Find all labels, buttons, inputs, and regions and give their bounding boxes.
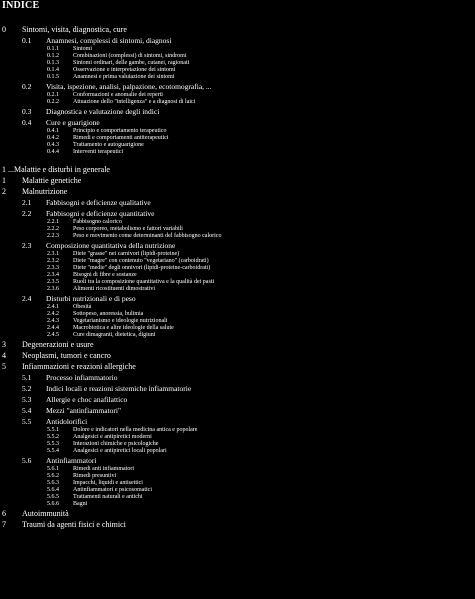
toc-number: 2.3	[22, 241, 32, 250]
toc-label: Peso e movimento come determinanti del fabbisogno calorico	[73, 233, 222, 239]
toc-number: 0.4.4	[47, 149, 59, 155]
toc-label: Alimenti ricostituenti dimostrativi	[73, 286, 155, 292]
toc-label: Analgesici e antipiretici locali popolari	[73, 448, 167, 454]
toc-subsection	[22, 384, 191, 393]
toc-label: Degenerazioni e usure	[22, 340, 94, 349]
toc-subsection	[22, 82, 212, 91]
toc-label: Impacchi, liquidi e antisettici	[73, 480, 143, 486]
toc-label: Traumi da agenti fisici e chimici	[22, 520, 126, 529]
toc-label: Disturbi nutrizionali e di peso	[46, 294, 136, 303]
toc-section	[2, 187, 67, 196]
toc-subsection	[22, 209, 155, 218]
toc-subsection	[22, 294, 136, 303]
toc-label: Cure dimagranti, dietetica, digiuni	[73, 332, 156, 338]
toc-label: Diagnostica e valutazione degli indici	[46, 107, 160, 116]
toc-section	[2, 362, 136, 371]
toc-label: Macrobiotica e altre ideologie della salute	[73, 325, 174, 331]
toc-label: Diete "medie" degli onnivori (lipidi-proteine-carboidrati)	[73, 265, 211, 271]
toc-subsection	[22, 118, 100, 127]
toc-entry	[47, 148, 123, 157]
toc-number: 5.5.3	[47, 441, 59, 447]
toc-label: Sottopeso, anoressia, bulimia	[73, 311, 144, 317]
toc-label: Trattamento e autoguarigione	[73, 142, 144, 148]
toc-label: Fabbisogni e deficienze quantitative	[46, 209, 155, 218]
toc-label: Sintomi ordinari, delle gambe, cutanei, ragionati	[73, 60, 190, 66]
toc-number: 2.2.1	[47, 219, 59, 225]
toc-subsection	[22, 373, 117, 382]
toc-number: 5.6.6	[47, 501, 59, 507]
toc-number: 2.4.3	[47, 318, 59, 324]
toc-label: Autoimmunità	[22, 509, 69, 518]
toc-label: Fabbisogni e deficienze qualitative	[46, 198, 151, 207]
toc-number: 0.4.3	[47, 142, 59, 148]
toc-label: Anamnesi e prima valutazione dei sintomi	[73, 74, 175, 80]
toc-number: 0.4	[22, 118, 32, 127]
toc-number: 2.4	[22, 294, 32, 303]
toc-number: 2.2	[22, 209, 32, 218]
toc-label: Peso corporeo, metabolismo e fattori variabili	[73, 226, 183, 232]
toc-number: 2.4.1	[47, 304, 59, 310]
toc-label: Sintomi, visita, diagnostica, cure	[22, 25, 127, 34]
toc-subsection	[22, 395, 127, 404]
toc-label: Dolore e indicatori nella medicina antica e popolare	[73, 427, 198, 433]
toc-label: Processo infiammatorio	[46, 373, 118, 382]
toc-number: 5.1	[22, 373, 32, 382]
toc-number: 0.1.1	[47, 46, 59, 52]
toc-label: Diete "magre" con contenuto "vegetariano" (carboidrati)	[73, 258, 209, 264]
toc-number: 2.3.1	[47, 251, 59, 257]
toc-section	[2, 509, 69, 518]
toc-number: 3	[2, 340, 6, 349]
toc-label: Composizione quantitativa della nutrizione	[46, 241, 176, 250]
toc-label: Osservazione e interpretazione dei sintomi	[73, 67, 176, 73]
toc-label: Interazioni chimiche e psicologiche	[73, 441, 159, 447]
toc-number: 0.4.2	[47, 135, 59, 141]
toc-number: 4	[2, 351, 6, 360]
toc-label: Mezzi "antinfiammatori"	[46, 406, 122, 415]
toc-entry	[47, 73, 174, 82]
toc-subsection	[22, 36, 171, 45]
toc-number: 0.2	[22, 82, 32, 91]
toc-label: Malattie genetiche	[22, 176, 82, 185]
toc-section	[2, 351, 111, 360]
toc-label: Cure e guarigione	[46, 118, 100, 127]
toc-label: Antidolorifici	[46, 417, 88, 426]
index-title: INDICE	[2, 0, 40, 11]
toc-label: Conformazioni e anomalie dei reperti	[73, 92, 163, 98]
toc-label: Sintomi	[73, 46, 93, 52]
toc-number: 5.6.1	[47, 466, 59, 472]
toc-number: 2.4.5	[47, 332, 59, 338]
toc-number: 0.1.3	[47, 60, 59, 66]
toc-number: 5.5.1	[47, 427, 59, 433]
toc-number: 2.3.5	[47, 279, 59, 285]
toc-section	[2, 25, 127, 34]
toc-number: 5.6.2	[47, 473, 59, 479]
toc-number: 0.1.2	[47, 53, 59, 59]
toc-label: Indici locali e reazioni sistemiche infiammatorie	[46, 384, 192, 393]
toc-number: 5.6.3	[47, 480, 59, 486]
toc-number: 0.2.2	[47, 99, 59, 105]
toc-number: 0	[2, 25, 6, 34]
toc-number: 5.4	[22, 406, 32, 415]
toc-label: Fabbisogno calorico	[73, 219, 122, 225]
toc-section	[2, 340, 94, 349]
toc-label: Obesità	[73, 304, 92, 310]
toc-number: 5.6.5	[47, 494, 59, 500]
toc-entry	[47, 98, 195, 107]
toc-number: 1	[2, 176, 6, 185]
toc-label: Antinfiammatori e psicosomatici	[73, 487, 152, 493]
toc-label: Attuazione dello "intelligenza" e a diagnosi di laici	[73, 99, 196, 105]
toc-label: Principio e comportamento terapeutico	[73, 128, 167, 134]
toc-label: Diete "grasse" nei carnivori (lipidi-proteine)	[73, 251, 180, 257]
toc-label: Visita, ispezione, analisi, palpazione, ecotomografia, ...	[46, 82, 212, 91]
toc-number: 5.3	[22, 395, 32, 404]
toc-number: 2	[2, 187, 6, 196]
toc-label: Trattamenti naturali e antichi	[73, 494, 143, 500]
toc-number: 5.5	[22, 417, 32, 426]
toc-number: 5.6	[22, 456, 32, 465]
toc-number: 0.4.1	[47, 128, 59, 134]
toc-number: 5.2	[22, 384, 32, 393]
toc-label: Interventi terapeutici	[73, 149, 124, 155]
toc-label: Anamnesi, complessi di sintomi, diagnosi	[46, 36, 172, 45]
toc-number: 5.5.4	[47, 448, 59, 454]
toc-label: Bagni	[73, 501, 88, 507]
toc-label: Malnutrizione	[22, 187, 68, 196]
toc-entry	[47, 500, 87, 509]
toc-number: 6	[2, 509, 6, 518]
toc-subsection	[22, 107, 159, 116]
toc-number: 0.1.4	[47, 67, 59, 73]
toc-number: 0.1	[22, 36, 32, 45]
toc-number: 2.3.4	[47, 272, 59, 278]
toc-number: 2.3.3	[47, 265, 59, 271]
toc-entry	[47, 285, 155, 294]
toc-number: 2.4.2	[47, 311, 59, 317]
toc-label: Rimedi anti infiammatori	[73, 466, 134, 472]
toc-subsection	[22, 198, 151, 207]
toc-subsection	[22, 241, 175, 250]
toc-subsection	[22, 456, 96, 465]
toc-number: 5.6.4	[47, 487, 59, 493]
toc-label: Ruoli tra la composizione quantitativa e la qualità dei pasti	[73, 279, 215, 285]
toc-label: Rimedi e comportamenti antiterapeutici	[73, 135, 169, 141]
toc-number: 2.3.6	[47, 286, 59, 292]
toc-label: Combinazioni (complessi) di sintomi, sindromi	[73, 53, 187, 59]
toc-entry	[47, 447, 167, 456]
toc-entry	[47, 331, 155, 340]
toc-number: 2.4.4	[47, 325, 59, 331]
toc-label: Antinfiammatori	[46, 456, 97, 465]
toc-label: Vegetarianismo e ideologie nutrizionali	[73, 318, 168, 324]
toc-label: Allergie e choc anafilattico	[46, 395, 128, 404]
toc-subsection	[22, 406, 121, 415]
toc-number: 7	[2, 520, 6, 529]
toc-number: 5.5.2	[47, 434, 59, 440]
toc-entry	[47, 232, 221, 241]
toc-section	[2, 520, 126, 529]
part-heading: 1 ...Malattie e disturbi in generale	[2, 165, 110, 174]
toc-number: 0.3	[22, 107, 32, 116]
toc-number: 2.2.3	[47, 233, 59, 239]
toc-label: Neoplasmi, tumori e cancro	[22, 351, 111, 360]
toc-number: 0.2.1	[47, 92, 59, 98]
toc-label: Analgesici e antipiretici moderni	[73, 434, 152, 440]
toc-number: 0.1.5	[47, 74, 59, 80]
toc-label: Infiammazioni e reazioni allergiche	[22, 362, 136, 371]
toc-number: 2.1	[22, 198, 32, 207]
toc-number: 5	[2, 362, 6, 371]
toc-section	[2, 176, 81, 185]
toc-label: Bisogni di fibre e sostanze	[73, 272, 137, 278]
toc-number: 2.2.2	[47, 226, 59, 232]
toc-label: Rimedi presuntivi	[73, 473, 117, 479]
toc-subsection	[22, 417, 87, 426]
toc-number: 2.3.2	[47, 258, 59, 264]
